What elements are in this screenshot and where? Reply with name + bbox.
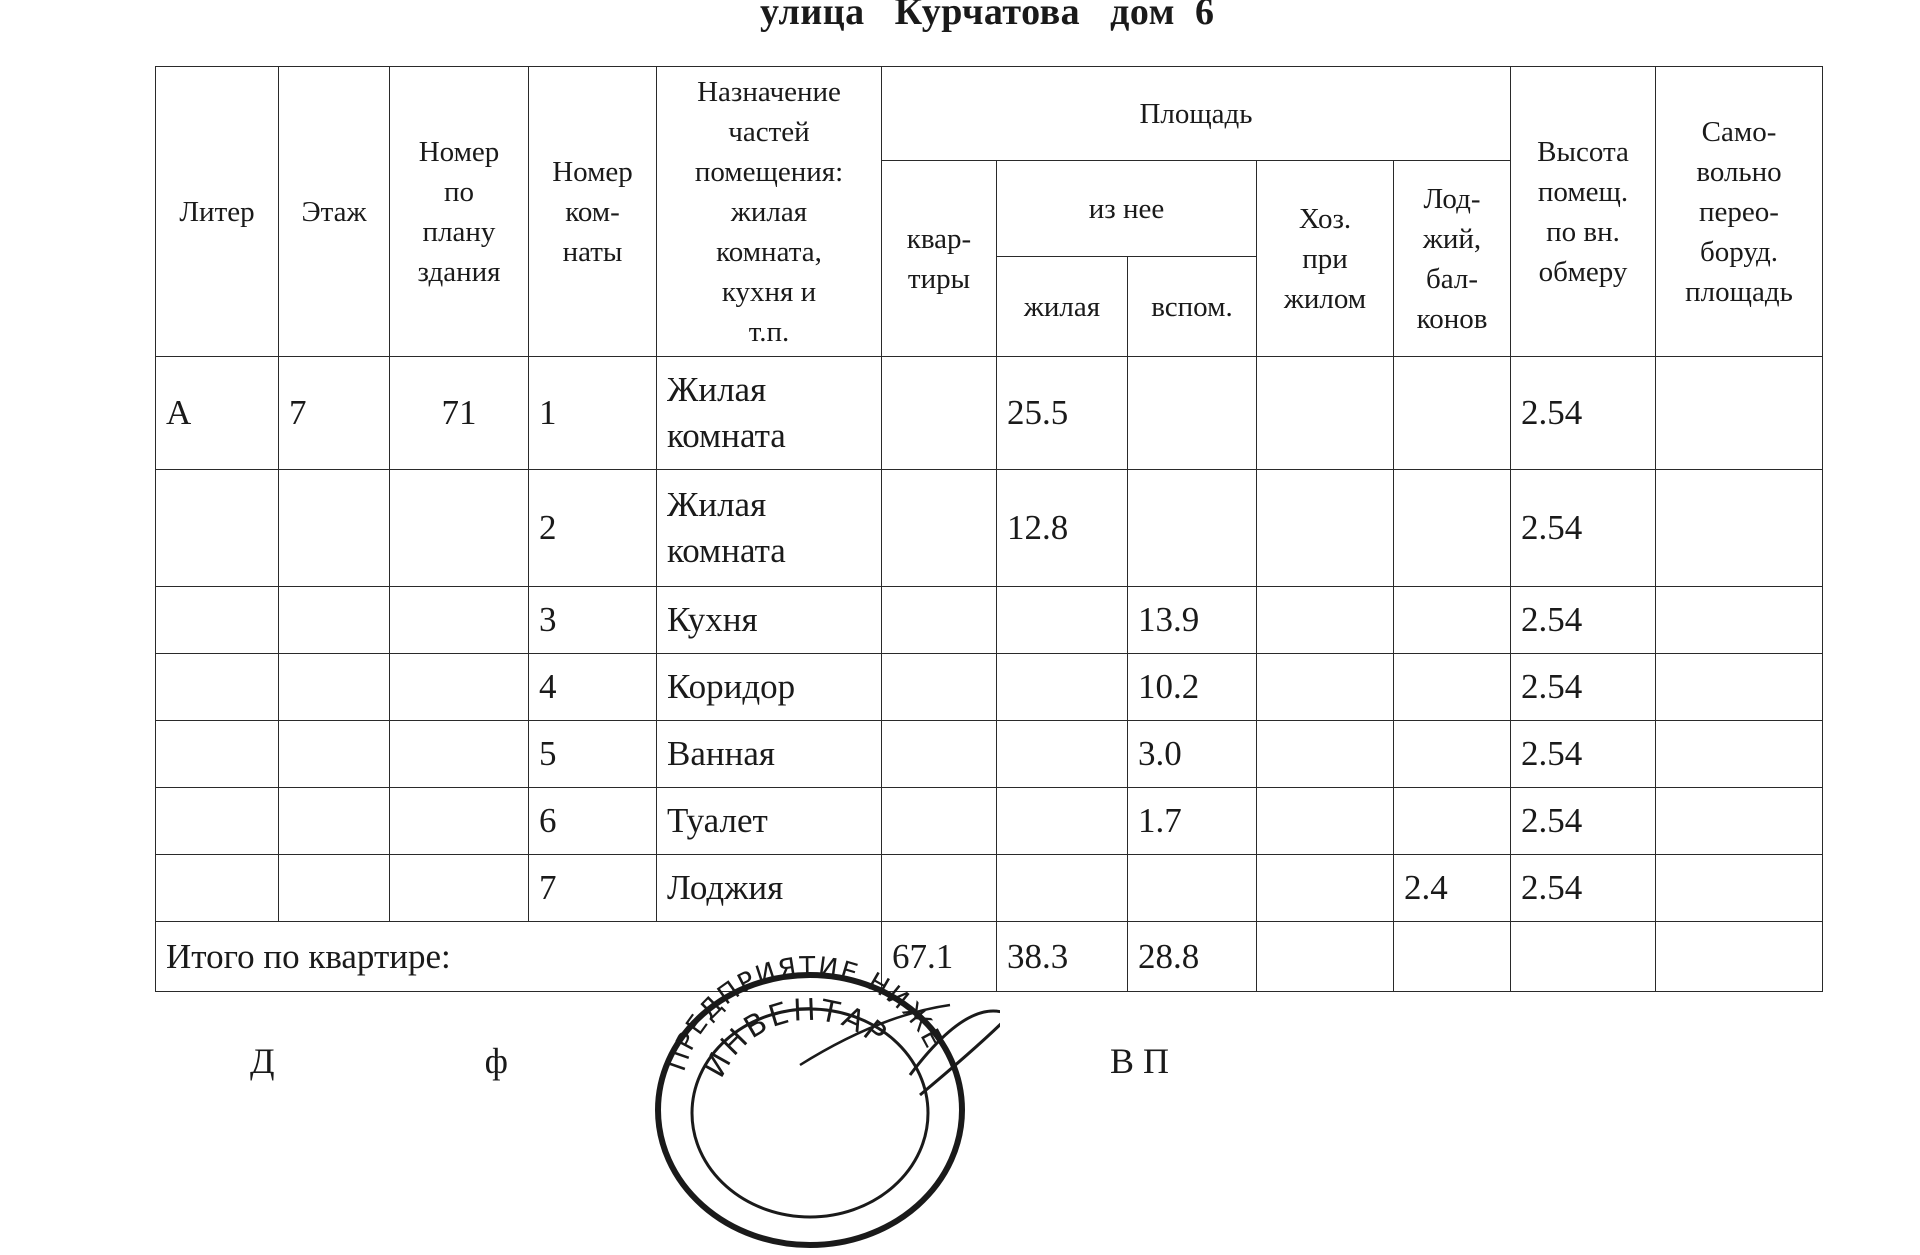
cell-aux <box>1128 470 1257 587</box>
total-living: 38.3 <box>997 922 1128 992</box>
cell-aux: 10.2 <box>1128 654 1257 721</box>
svg-text:ПРЕДПРИЯТИЕ НИЖЕ: ПРЕДПРИЯТИЕ НИЖЕ <box>661 955 949 1075</box>
cell-purpose: Жилая комната <box>657 470 882 587</box>
cell-apartment <box>882 587 997 654</box>
cell-household <box>1257 587 1394 654</box>
header-loggias: Лод- жий, бал- конов <box>1394 161 1511 357</box>
cell-apartment <box>882 470 997 587</box>
cell-living <box>997 654 1128 721</box>
cell-height: 2.54 <box>1511 654 1656 721</box>
cell-room-no: 1 <box>529 357 657 470</box>
cell-self <box>1656 654 1823 721</box>
cell-plan-no <box>390 470 529 587</box>
seal-stamp <box>620 955 1000 1255</box>
cell-plan-no <box>390 855 529 922</box>
table-row <box>156 654 1823 721</box>
cell-living <box>997 855 1128 922</box>
cell-height: 2.54 <box>1511 587 1656 654</box>
cell-height: 2.54 <box>1511 788 1656 855</box>
cell-household <box>1257 855 1394 922</box>
cell-purpose: Коридор <box>657 654 882 721</box>
explication-table <box>155 66 1823 992</box>
cell-household <box>1257 357 1394 470</box>
header-living: жилая <box>997 257 1128 357</box>
cell-loggia <box>1394 654 1511 721</box>
footer-left-text: Д ф <box>250 1041 508 1081</box>
cell-aux: 13.9 <box>1128 587 1257 654</box>
cell-living <box>997 788 1128 855</box>
cell-self <box>1656 855 1823 922</box>
cell-room-no: 3 <box>529 587 657 654</box>
cell-household <box>1257 788 1394 855</box>
total-household <box>1257 922 1394 992</box>
cell-household <box>1257 721 1394 788</box>
cell-aux: 1.7 <box>1128 788 1257 855</box>
header-purpose: Назначение частей помещения: жилая комната, кухня и т.п. <box>657 67 882 357</box>
cell-room-no: 5 <box>529 721 657 788</box>
cell-plan-no: 71 <box>390 357 529 470</box>
cell-floor <box>279 855 390 922</box>
cell-height: 2.54 <box>1511 721 1656 788</box>
page-title: улица Курчатова дом 6 <box>760 0 1215 33</box>
cell-room-no: 6 <box>529 788 657 855</box>
cell-apartment <box>882 654 997 721</box>
cell-liter <box>156 855 279 922</box>
cell-apartment <box>882 721 997 788</box>
cell-self <box>1656 721 1823 788</box>
header-apartment: квар- тиры <box>882 161 997 357</box>
cell-living: 25.5 <box>997 357 1128 470</box>
cell-apartment <box>882 788 997 855</box>
cell-plan-no <box>390 654 529 721</box>
table-row <box>156 721 1823 788</box>
cell-loggia <box>1394 587 1511 654</box>
cell-liter <box>156 721 279 788</box>
footer-right-text: В П <box>1110 1041 1170 1081</box>
cell-household <box>1257 470 1394 587</box>
cell-loggia <box>1394 788 1511 855</box>
header-of-which: из нее <box>997 161 1257 257</box>
cell-aux: 3.0 <box>1128 721 1257 788</box>
cell-apartment <box>882 855 997 922</box>
cell-apartment <box>882 357 997 470</box>
cell-floor <box>279 721 390 788</box>
cell-aux <box>1128 357 1257 470</box>
table-row <box>156 357 1823 470</box>
cell-room-no: 4 <box>529 654 657 721</box>
cell-purpose: Жилая комната <box>657 357 882 470</box>
cell-loggia <box>1394 721 1511 788</box>
cell-floor <box>279 470 390 587</box>
cell-height: 2.54 <box>1511 470 1656 587</box>
header-height: Высота помещ. по вн. обмеру <box>1511 67 1656 357</box>
cell-room-no: 7 <box>529 855 657 922</box>
svg-text:ИНВЕНТАР: ИНВЕНТАР <box>697 992 895 1084</box>
header-plan-number: Номер по плану здания <box>390 67 529 357</box>
table-row <box>156 587 1823 654</box>
header-auxiliary: вспом. <box>1128 257 1257 357</box>
header-area: Площадь <box>882 67 1511 161</box>
cell-liter <box>156 788 279 855</box>
cell-purpose: Ванная <box>657 721 882 788</box>
table-row <box>156 788 1823 855</box>
total-height <box>1511 922 1656 992</box>
cell-household <box>1257 654 1394 721</box>
cell-height: 2.54 <box>1511 855 1656 922</box>
total-aux: 28.8 <box>1128 922 1257 992</box>
total-label: Итого по квартире: <box>156 922 882 992</box>
cell-loggia: 2.4 <box>1394 855 1511 922</box>
cell-liter <box>156 587 279 654</box>
table-row <box>156 855 1823 922</box>
cell-floor <box>279 587 390 654</box>
cell-floor <box>279 654 390 721</box>
cell-purpose: Туалет <box>657 788 882 855</box>
cell-floor: 7 <box>279 357 390 470</box>
cell-living <box>997 587 1128 654</box>
cell-liter: А <box>156 357 279 470</box>
header-self-converted: Само- вольно перео- боруд. площадь <box>1656 67 1823 357</box>
table-row <box>156 470 1823 587</box>
total-apartment: 67.1 <box>882 922 997 992</box>
cell-purpose: Лоджия <box>657 855 882 922</box>
cell-loggia <box>1394 470 1511 587</box>
cell-self <box>1656 587 1823 654</box>
cell-height: 2.54 <box>1511 357 1656 470</box>
header-liter: Литер <box>156 67 279 357</box>
cell-self <box>1656 470 1823 587</box>
header-floor: Этаж <box>279 67 390 357</box>
total-self <box>1656 922 1823 992</box>
total-loggia <box>1394 922 1511 992</box>
header-room-number: Номер ком- наты <box>529 67 657 357</box>
header-household: Хоз. при жилом <box>1257 161 1394 357</box>
cell-plan-no <box>390 587 529 654</box>
cell-room-no: 2 <box>529 470 657 587</box>
cell-living <box>997 721 1128 788</box>
cell-purpose: Кухня <box>657 587 882 654</box>
cell-loggia <box>1394 357 1511 470</box>
cell-plan-no <box>390 721 529 788</box>
cell-living: 12.8 <box>997 470 1128 587</box>
cell-liter <box>156 654 279 721</box>
cell-floor <box>279 788 390 855</box>
cell-self <box>1656 788 1823 855</box>
cell-aux <box>1128 855 1257 922</box>
cell-plan-no <box>390 788 529 855</box>
cell-liter <box>156 470 279 587</box>
cell-self <box>1656 357 1823 470</box>
